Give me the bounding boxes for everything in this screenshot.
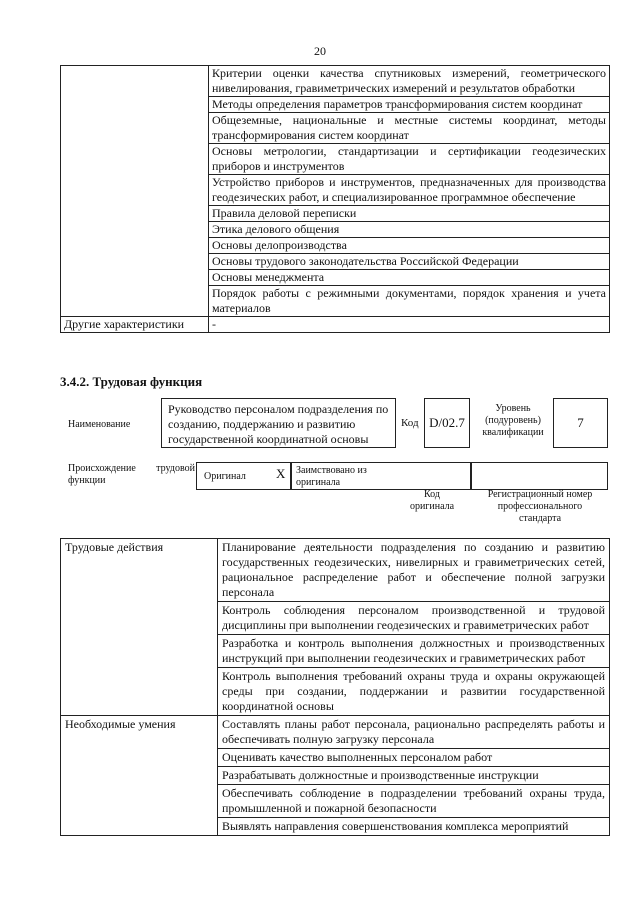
knowledge-item: Общеземные, национальные и местные системы координат, методы трансформирования систем координат [209, 113, 610, 144]
knowledge-item: Основы менеджмента [209, 270, 610, 286]
code-original-caption: Код оригинала [409, 489, 455, 512]
skill-item: Оценивать качество выполненных персоналом работ [218, 749, 610, 767]
table-label-cell [61, 66, 209, 317]
knowledge-item: Устройство приборов и инструментов, предназначенных для производства геодезических работ, и специализированное программное обеспечение [209, 175, 610, 206]
skill-item: Разрабатывать должностные и производственные инструкции [218, 767, 610, 785]
page-number: 20 [314, 44, 326, 58]
borrowed-label: Заимствовано из оригинала [296, 465, 367, 488]
knowledge-item: Основы делопроизводства [209, 238, 610, 254]
table-row [61, 539, 610, 602]
registration-cell [471, 462, 608, 490]
knowledge-item: Основы трудового законодательства Российской Федерации [209, 254, 610, 270]
labor-action-item: Планирование деятельности подразделения по созданию и развитию государственных геодезических, нивелирных и гравиметрических сетей, рациональное распределение работ и обеспечение полной загрузки персонала [218, 539, 610, 602]
knowledge-item: Методы определения параметров трансформирования систем координат [209, 97, 610, 113]
function-code-box: D/02.7 [424, 398, 470, 448]
skill-item: Обеспечивать соблюдение в подразделении требований охраны труда, промышленной и пожарной безопасности [218, 785, 610, 818]
borrowed-cell [291, 462, 471, 490]
original-mark: X [276, 466, 286, 481]
table-row [61, 66, 610, 97]
registration-caption: Регистрационный номер профессионального стандарта [487, 489, 593, 524]
labor-function-table [60, 538, 610, 836]
table-row [61, 317, 610, 333]
labor-action-item: Разработка и контроль выполнения должностных и производственных инструкций при выполнении геодезических и гравиметрических работ [218, 635, 610, 668]
other-characteristics-label: Другие характеристики [61, 317, 209, 333]
original-cell [196, 462, 291, 490]
labor-action-item: Контроль выполнения требований охраны труда и охраны окружающей среды при создании, поддержании и развитии государственной координатной основы [218, 668, 610, 716]
table-row [61, 716, 610, 749]
skills-label: Необходимые умения [61, 716, 218, 836]
labor-actions-label: Трудовые действия [61, 539, 218, 716]
knowledge-item: Критерии оценки качества спутниковых измерений, геометрического нивелирования, гравиметрических измерений и результатов обработки [209, 66, 610, 97]
section-title: 3.4.2. Трудовая функция [60, 374, 203, 389]
knowledge-item: Основы метрологии, стандартизации и сертификации геодезических приборов и инструментов [209, 144, 610, 175]
knowledge-item: Порядок работы с режимными документами, порядок хранения и учета материалов [209, 286, 610, 317]
skill-item: Составлять планы работ персонала, рационально распределять работы и обеспечивать полную загрузку персонала [218, 716, 610, 749]
knowledge-table [60, 65, 610, 333]
code-label: Код [401, 417, 419, 429]
level-label: Уровень (подуровень) квалификации [482, 403, 544, 438]
level-value-box: 7 [553, 398, 608, 448]
other-characteristics-value: - [209, 317, 610, 333]
knowledge-item: Правила деловой переписки [209, 206, 610, 222]
origin-label: Происхождение трудовой функции [68, 463, 195, 486]
name-label: Наименование [68, 419, 131, 430]
original-label: Оригинал [204, 471, 246, 482]
labor-action-item: Контроль соблюдения персоналом производственной и трудовой дисциплины при выполнении геодезических и гравиметрических работ [218, 602, 610, 635]
skill-item: Выявлять направления совершенствования комплекса мероприятий [218, 818, 610, 836]
knowledge-item: Этика делового общения [209, 222, 610, 238]
function-name-box: Руководство персоналом подразделения по созданию, поддержанию и развитию государственной координатной основы [161, 398, 396, 448]
